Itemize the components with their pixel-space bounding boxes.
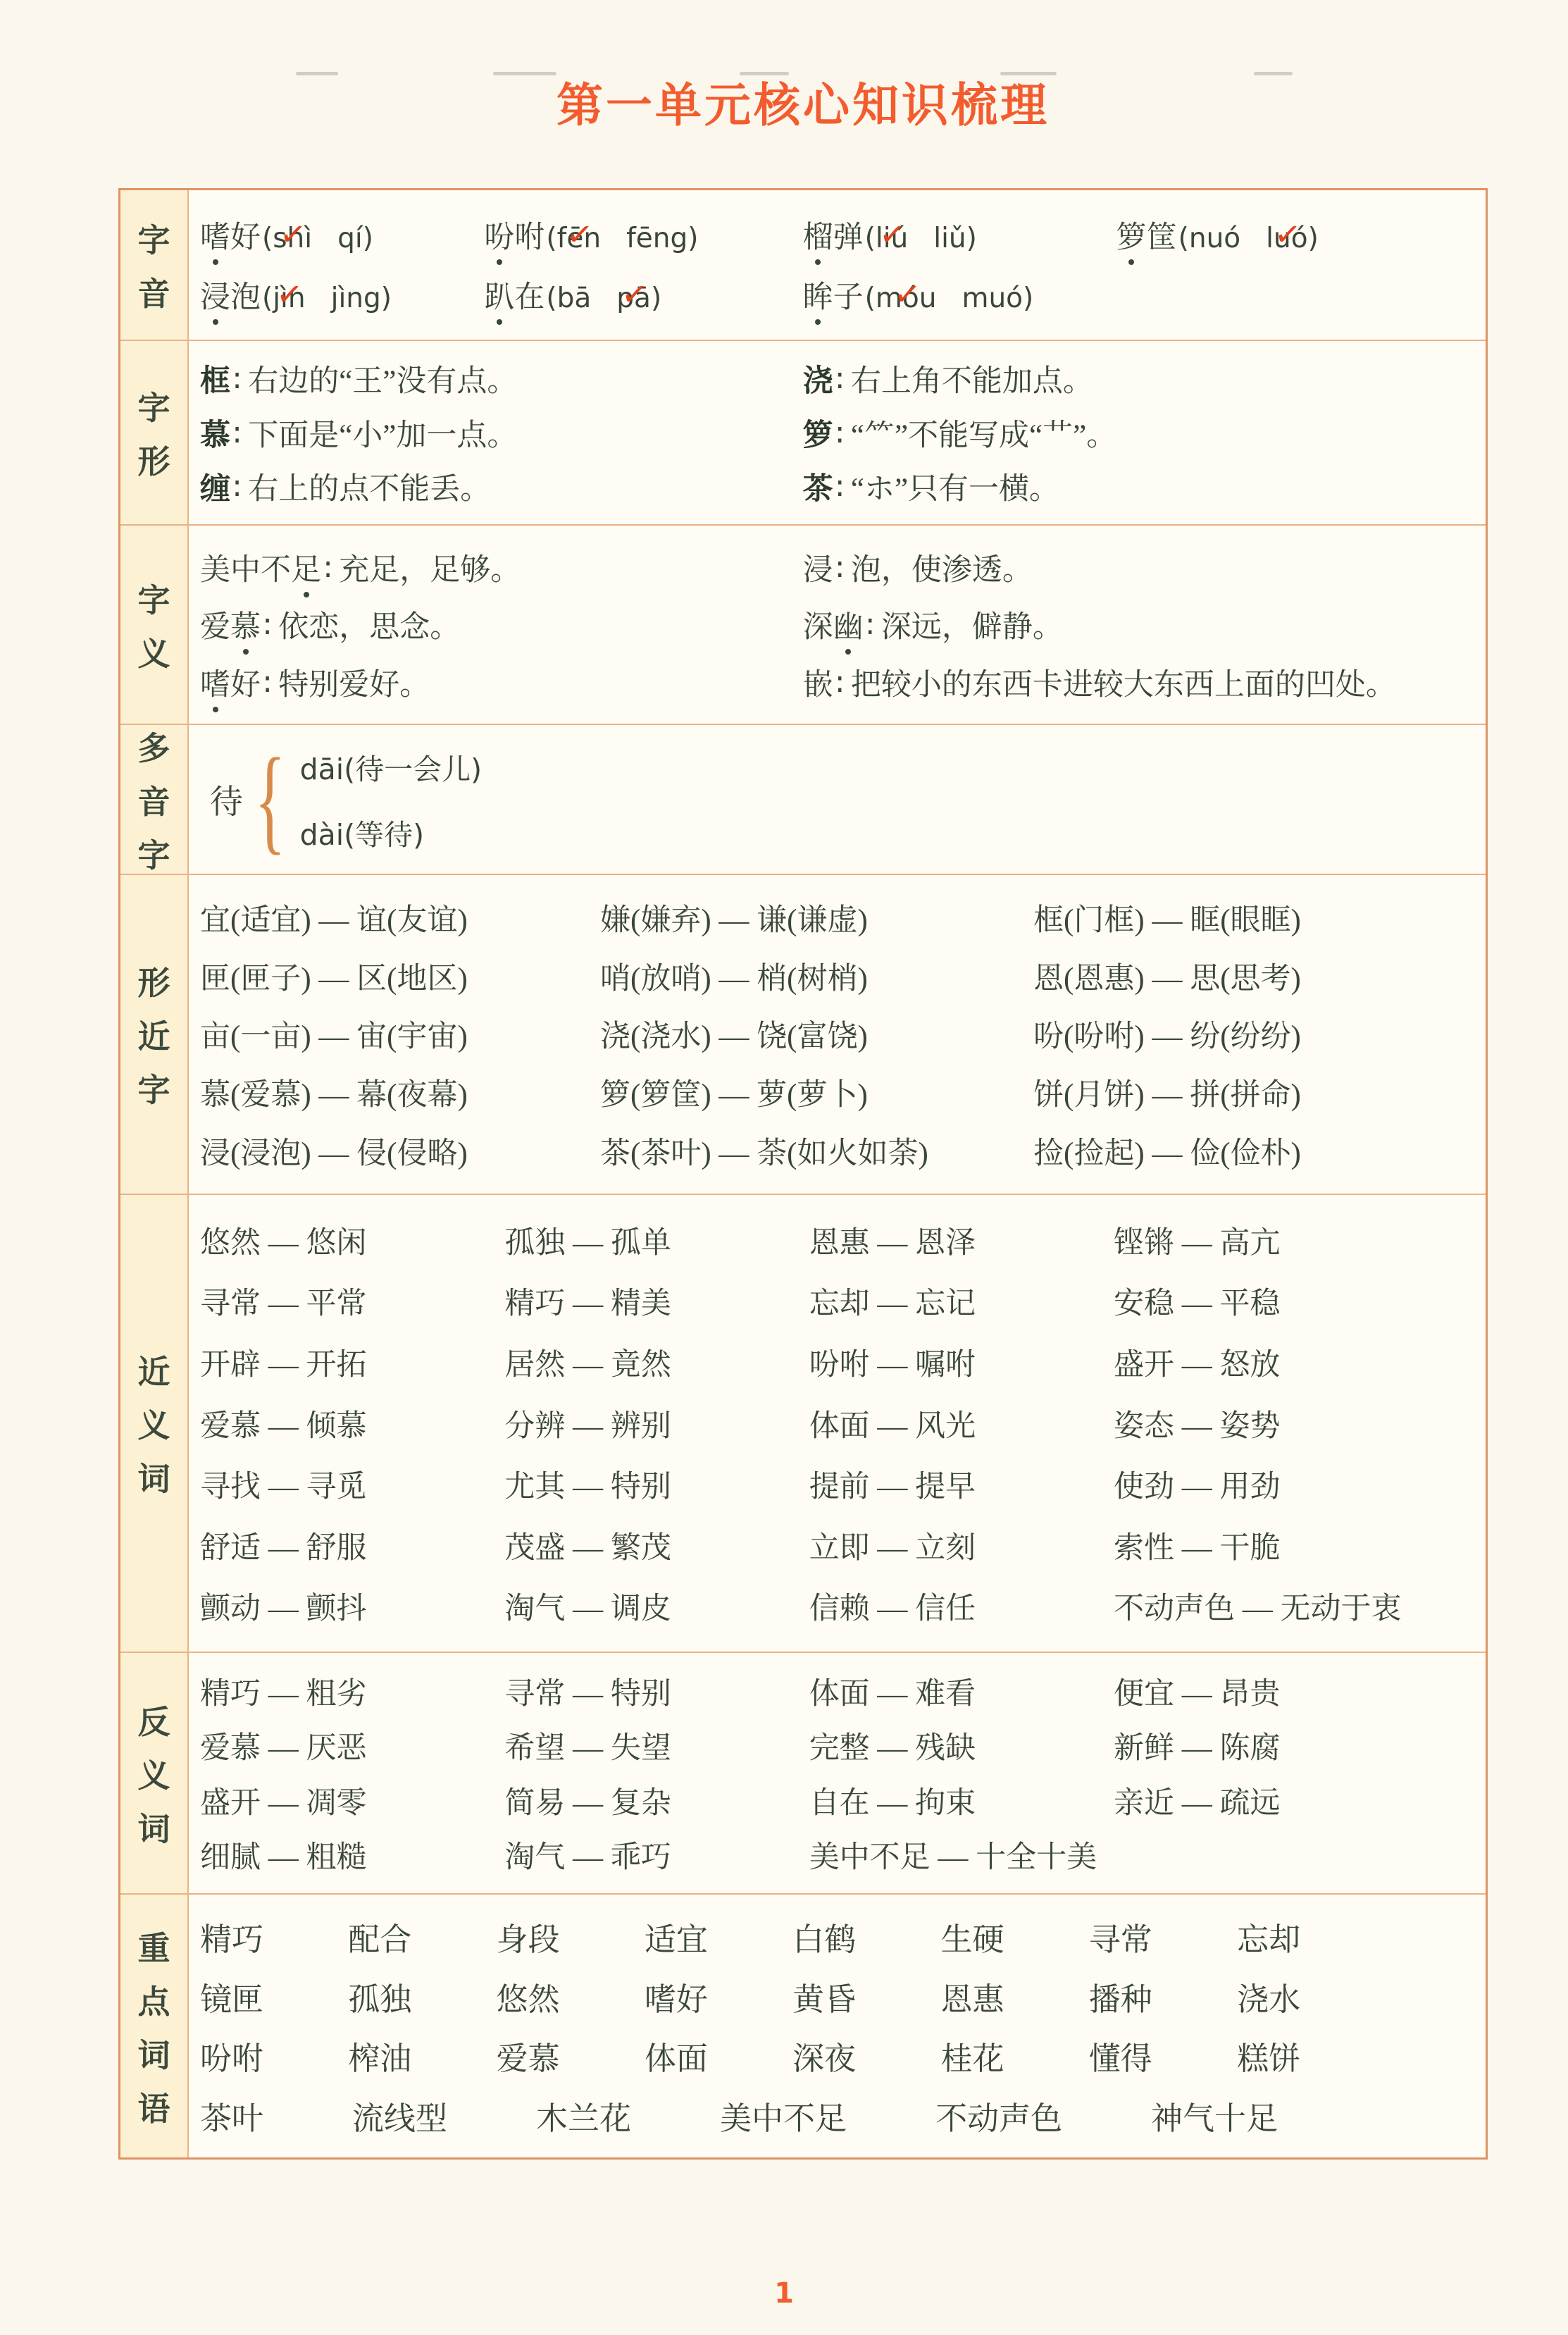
term [803,611,864,644]
word-pair: 亲近 — 疏远 [1114,1786,1281,1820]
term [803,473,833,506]
entry-word [803,221,864,254]
note-column [200,531,803,718]
char: 茶 [802,472,833,506]
pair-row [200,1402,1474,1445]
polyphonic-char: 待 [210,784,243,821]
pinyin-correct: fēn ✓ [557,223,601,254]
char: 好 [230,221,261,254]
note-text: 右上角不能加点。 [850,365,1093,399]
word-pair: 匣(匣子) — 区(地区) [200,962,468,996]
word-pair: 寻常 — 平常 [200,1287,367,1321]
pinyin-line [200,213,1474,256]
keyword-row [200,1914,1385,1959]
word-pair: 寻找 — 寻觅 [200,1470,367,1504]
word-pair: 不动声色 — 无动于衷 [1114,1592,1402,1626]
char: 浇 [802,365,833,399]
row-label-char: 字 [137,1072,170,1108]
note-line [803,603,1474,646]
word-pair: 颤动 — 颤抖 [200,1592,367,1626]
dotted-char: 眸 [803,273,833,316]
word-pair: 简易 — 复杂 [504,1786,671,1820]
char: 浸 [802,553,833,587]
note-text: 右上的点不能丢。 [248,472,491,506]
char: 泡 [230,281,261,315]
keyword: 生硬 [940,1922,1004,1958]
term [803,419,833,452]
row-label-char: 近 [137,1354,170,1390]
char: 缠 [200,472,230,506]
row-xingjinzi [120,874,1486,1194]
char: 美 [200,553,230,587]
char: 爱 [200,611,230,644]
pinyin-options: (fēn ✓ fēng) [546,223,698,254]
char: 嵌 [802,668,833,702]
note-columns [200,347,1474,519]
pair-row [200,1724,1474,1767]
word-pair: 箩(箩筐) — 萝(萝卜) [600,1079,868,1113]
row-label-char: 词 [137,1461,170,1497]
note-line [200,603,803,646]
word-pair: 爱慕 — 倾慕 [200,1409,367,1443]
keyword: 浇水 [1237,1981,1301,2017]
separator: ∶ [866,611,874,644]
word-pair: 恩(恩惠) — 思(思考) [1033,962,1301,996]
pair-row [200,1779,1474,1822]
keyword: 茶叶 [200,2100,264,2136]
row-content-ziyin [189,190,1486,340]
note-text: 把较小的东西卡进较大东西上面的凹处。 [850,668,1396,702]
note-line [200,411,803,454]
word-pair: 使劲 — 用劲 [1114,1470,1281,1504]
word-pair: 美中不足 — 十全十美 [809,1840,1097,1874]
pinyin-entry [803,213,1116,256]
dotted-char: 慕 [230,603,261,646]
keyword: 配合 [348,1922,412,1958]
note-text: 下面是“小”加一点。 [248,419,518,452]
word-pair: 嫌(嫌弃) — 谦(谦虚) [600,903,868,937]
word-pair: 忘却 — 忘记 [809,1287,976,1321]
word-pair: 淘气 — 乖巧 [504,1840,671,1874]
term [200,365,230,398]
pinyin-options: (móu ✓ muó) [865,283,1034,314]
row-label-char: 反 [137,1704,170,1740]
row-label-char: 形 [137,444,170,480]
pinyin-option: qí [337,222,363,254]
char: 不 [261,553,291,587]
pinyin-correct: jìn ✓ [273,283,305,314]
pinyin-entry [200,213,484,256]
dotted-char: 吩 [484,213,514,256]
keyword: 镜匣 [200,1981,264,2017]
dotted-char: 浸 [200,273,230,316]
char: 箩 [802,419,833,452]
keyword: 糕饼 [1237,2041,1301,2077]
separator: ∶ [233,472,242,506]
keyword: 吩咐 [200,2041,264,2077]
row-ziyi [120,524,1486,724]
pinyin-option: muó [962,283,1023,315]
pinyin-options: (bā pā ✓) [546,283,661,314]
polyphonic-entry [200,733,1474,865]
pinyin-option: fēng [626,222,688,254]
word-pair: 舒适 — 舒服 [200,1531,367,1565]
keyword: 榨油 [348,2041,412,2077]
word-pair: 自在 — 拘束 [809,1786,976,1820]
word-pair: 吩(吩咐) — 纷(纷纷) [1033,1020,1301,1054]
pronunciation: dāi(待一会儿) [299,752,483,786]
word-pair: 悠然 — 悠闲 [200,1226,367,1260]
separator: ∶ [835,668,844,702]
word-pair: 希望 — 失望 [504,1732,671,1766]
word-pair: 新鲜 — 陈腐 [1114,1732,1281,1766]
char: 框 [200,365,230,399]
word-pair: 框(门框) — 眶(眼眶) [1033,903,1301,937]
pinyin-entry [484,273,802,316]
note-text: 右边的“王”没有点。 [248,365,518,399]
row-label-zhongdianciyu [120,1895,189,2157]
char: 子 [833,281,864,315]
note-text: “⺮”不能写成“艹”。 [850,419,1117,452]
note-text: 深远，僻静。 [881,611,1063,644]
note-text: 泡，使渗透。 [850,553,1033,587]
term [200,473,230,506]
note-text: 充足，足够。 [339,553,521,587]
row-content-xingjinzi [189,875,1486,1194]
word-pair: 哨(放哨) — 梢(树梢) [600,962,868,996]
dotted-char: 趴 [484,273,514,316]
row-label-fanyici [120,1653,189,1893]
term [200,611,261,644]
keyword: 恩惠 [940,1981,1004,2017]
row-label-char: 音 [137,276,170,312]
keyword: 不动声色 [935,2100,1063,2136]
keyword-row [200,1974,1385,2019]
note-text: 特别爱好。 [278,668,430,702]
word-pair: 宜(适宜) — 谊(友谊) [200,903,468,937]
row-content-ziyi [189,526,1486,724]
term [200,419,230,452]
row-label-char: 字 [137,837,170,874]
dotted-char: 箩 [1116,213,1147,256]
dotted-char: 幽 [833,603,864,646]
keyword: 黄昏 [792,1981,857,2017]
pinyin-correct: liú ✓ [876,223,908,254]
row-content-zixing [189,341,1486,524]
term [803,669,833,702]
pinyin-options: (shì ✓ qí) [262,223,373,254]
word-pair: 姿态 — 姿势 [1114,1409,1281,1443]
word-pair: 捡(捡起) — 俭(俭朴) [1033,1137,1301,1171]
row-fanyici [120,1652,1486,1893]
page-title: 第一单元核心知识梳理 [556,79,1050,131]
word-pair: 茶(茶叶) — 荼(如火如荼) [600,1137,928,1171]
word-pair: 慕(爱慕) — 幕(夜幕) [200,1079,468,1113]
separator: ∶ [324,553,332,587]
dotted-char: 嗜 [200,213,230,256]
pinyin-correct: móu ✓ [876,283,937,314]
note-line [803,661,1474,704]
pair-row [200,1012,1474,1055]
pinyin-entry [484,213,802,256]
row-label-xingjinzi [120,875,189,1194]
row-label-char: 词 [137,1811,170,1847]
pair-row [200,1585,1474,1628]
note-line [803,411,1474,454]
keyword: 适宜 [644,1922,708,1958]
pronunciation-list [300,746,483,853]
pair-row [200,1341,1474,1384]
note-line [200,546,803,589]
row-label-char: 字 [137,582,170,619]
row-label-zixing [120,341,189,524]
word-pair: 精巧 — 粗劣 [200,1678,367,1711]
row-zhongdianciyu [120,1893,1486,2157]
pinyin-option: jìng [330,283,381,315]
pinyin-line [200,273,1474,316]
note-line [803,357,1474,400]
keyword: 美中不足 [720,2100,847,2136]
pinyin-entry [803,273,1116,316]
row-label-char: 重 [137,1930,170,1967]
word-pair: 提前 — 提早 [809,1470,976,1504]
word-pair: 爱慕 — 厌恶 [200,1732,367,1766]
separator: ∶ [263,611,272,644]
page-number: 1 [774,2277,794,2310]
row-jinyici [120,1194,1486,1652]
word-pair: 体面 — 风光 [809,1409,976,1443]
row-label-char: 义 [137,1757,170,1794]
pair-row [200,955,1474,998]
row-label-duoyinzi [120,725,189,874]
keyword: 懂得 [1088,2041,1152,2077]
row-label-char: 音 [137,784,170,820]
pinyin-entry [1116,213,1474,256]
char: 在 [514,281,545,315]
note-line [803,546,1474,589]
pinyin-options: (nuó luó ✓) [1178,223,1319,254]
word-pair: 浸(浸泡) — 侵(侵略) [200,1137,468,1171]
pair-row [200,1219,1474,1262]
separator: ∶ [835,553,844,587]
keyword: 白鹤 [792,1922,857,1958]
pinyin-entry [200,273,484,316]
pinyin-correct: pā ✓ [616,283,651,314]
word-pair: 细腻 — 粗糙 [200,1840,367,1874]
row-content-duoyinzi [189,725,1486,874]
char: 筐 [1146,221,1177,254]
row-label-ziyi [120,526,189,724]
char: 好 [230,668,261,702]
row-label-char: 义 [137,636,170,672]
word-pair: 孤独 — 孤单 [504,1226,671,1260]
word-pair: 体面 — 难看 [809,1678,976,1711]
entry-word [1116,221,1177,254]
pinyin-option: bā [556,283,592,315]
row-label-char: 多 [137,730,170,767]
entry-word [200,221,261,254]
dotted-char: 榴 [803,213,833,256]
keyword: 孤独 [348,1981,412,2017]
pronunciation: dài(等待) [299,817,425,852]
keyword: 精巧 [200,1922,264,1958]
word-pair: 开辟 — 开拓 [200,1348,367,1382]
char: 中 [230,553,261,587]
pair-row [200,1524,1474,1567]
row-content-zhongdianciyu [189,1895,1486,2157]
keyword: 嗜好 [644,1981,708,2017]
pair-row [200,1280,1474,1323]
row-label-char: 点 [137,1983,170,2020]
brace: { [254,733,286,865]
word-pair: 茂盛 — 繁茂 [504,1531,671,1565]
term [803,554,833,587]
keyword: 忘却 [1237,1922,1301,1958]
word-pair: 精巧 — 精美 [504,1287,671,1321]
separator: ∶ [233,365,242,399]
note-text: “ホ”只有一横。 [850,472,1060,506]
note-line [200,357,803,400]
word-pair: 亩(一亩) — 宙(宇宙) [200,1020,468,1054]
char: 深 [802,611,833,644]
row-label-char: 语 [137,2091,170,2127]
term [200,554,321,587]
pinyin-options: (liú ✓ liǔ) [865,223,977,254]
word-pair: 尤其 — 特别 [504,1470,671,1504]
word-pair: 分辨 — 辨别 [504,1409,671,1443]
note-column [803,347,1474,519]
word-pair: 盛开 — 怒放 [1114,1348,1281,1382]
pair-row [200,1071,1474,1114]
word-pair: 吩咐 — 嘱咐 [809,1348,976,1382]
dotted-char: 足 [291,546,321,589]
keyword-row [200,2033,1385,2079]
pinyin-correct: shì ✓ [273,223,312,254]
pair-row [200,896,1474,939]
char: 慕 [200,419,230,452]
dotted-char: 嗜 [200,661,230,704]
word-pair: 饼(月饼) — 拼(拼命) [1033,1079,1301,1113]
pair-row [200,1670,1474,1713]
entry-word [484,221,545,254]
word-pair: 索性 — 干脆 [1114,1531,1281,1565]
word-pair: 盛开 — 凋零 [200,1786,367,1820]
pinyin-options: (jìn ✓ jìng) [262,283,392,314]
row-label-char: 词 [137,2037,170,2074]
word-pair: 淘气 — 调皮 [504,1592,671,1626]
keyword: 身段 [496,1922,560,1958]
row-label-char: 字 [137,223,170,259]
separator: ∶ [233,419,242,452]
pinyin-correct: luó ✓ [1266,223,1307,254]
row-zixing [120,340,1486,524]
keyword: 木兰花 [536,2100,632,2136]
word-pair: 信赖 — 信任 [809,1592,976,1626]
note-line [200,661,803,704]
row-label-char: 近 [137,1019,170,1055]
row-content-fanyici [189,1653,1486,1893]
note-line [200,465,803,508]
note-column [200,347,803,519]
term [200,669,261,702]
pair-row [200,1129,1474,1172]
separator: ∶ [263,668,272,702]
word-pair: 铿锵 — 高亢 [1114,1226,1281,1260]
keyword: 悠然 [496,1981,560,2017]
row-label-char: 形 [137,965,170,1001]
note-line [803,465,1474,508]
keyword: 深夜 [792,2041,857,2077]
pinyin-option: liǔ [933,222,966,254]
scan-artifacts [0,72,1568,76]
scanned-workbook-page [0,68,1568,2335]
knowledge-table [118,188,1488,2160]
word-pair: 便宜 — 昂贵 [1114,1678,1281,1711]
pair-row [200,1463,1474,1506]
keyword: 播种 [1088,1981,1152,2017]
word-pair: 立即 — 立刻 [809,1531,976,1565]
row-label-ziyin [120,190,189,340]
row-content-jinyici [189,1195,1486,1652]
separator: ∶ [835,419,844,452]
word-pair: 浇(浇水) — 饶(富饶) [600,1020,868,1054]
note-columns [200,531,1474,718]
row-ziyin [120,190,1486,340]
word-pair: 完整 — 残缺 [809,1732,976,1766]
char: 咐 [514,221,545,254]
keyword: 寻常 [1088,1922,1152,1958]
keyword: 神气十足 [1151,2100,1278,2136]
entry-word [484,281,545,314]
keyword: 体面 [644,2041,708,2077]
pinyin-option: nuó [1188,222,1241,254]
word-pair: 恩惠 — 恩泽 [809,1226,976,1260]
note-text: 依恋，思念。 [278,611,461,644]
keyword: 爱慕 [496,2041,560,2077]
entry-word [803,281,864,314]
word-pair: 安稳 — 平稳 [1114,1287,1281,1321]
keyword: 流线型 [352,2100,448,2136]
word-pair: 寻常 — 特别 [504,1678,671,1711]
entry-word [200,281,261,314]
separator: ∶ [835,472,844,506]
note-column [803,531,1474,718]
keyword: 桂花 [940,2041,1004,2077]
row-label-jinyici [120,1195,189,1652]
separator: ∶ [835,365,844,399]
char: 弹 [833,221,864,254]
word-pair: 居然 — 竟然 [504,1348,671,1382]
pair-row [200,1833,1474,1876]
row-label-char: 义 [137,1408,170,1444]
term [803,365,833,398]
keyword-row [200,2093,1474,2138]
row-duoyinzi [120,724,1486,874]
row-label-char: 字 [137,390,170,426]
